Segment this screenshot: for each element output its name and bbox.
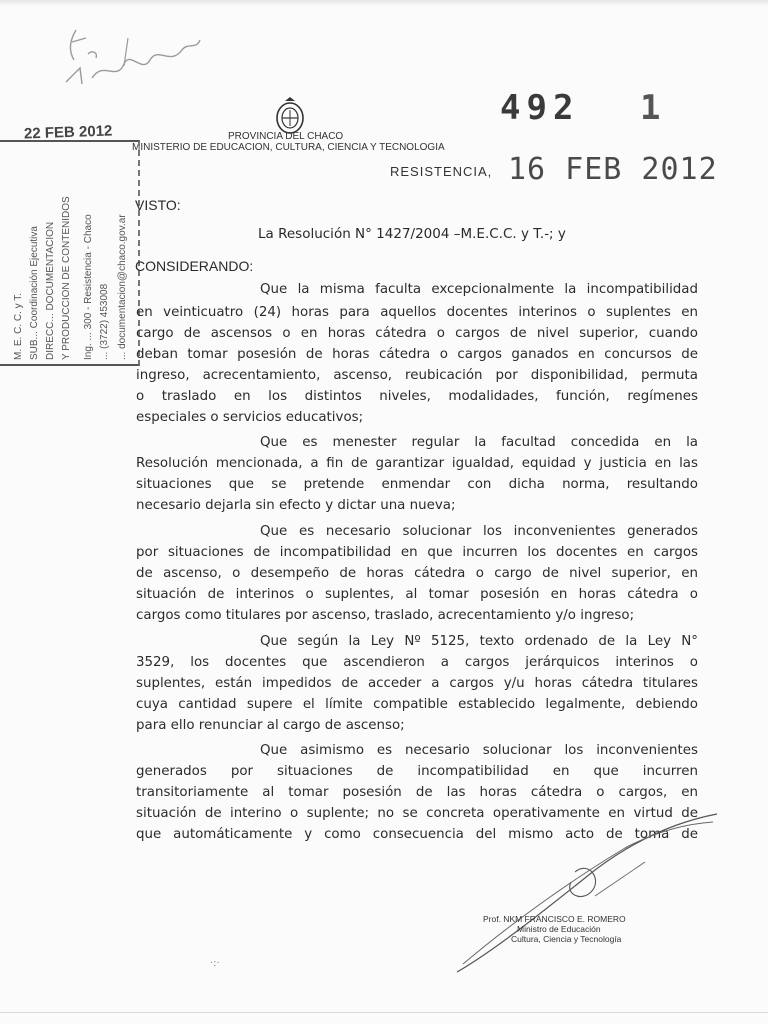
paragraph-2-line: Resolución mencionada, a fin de garantizar igualdad, equidad y justicia en las [136, 456, 698, 471]
paragraph-3-line: Que es necesario solucionar los inconvenientes generados [260, 524, 698, 539]
paragraph-1-line: deban tomar posesión de horas cátedra o cargos ganados en concursos de [136, 347, 698, 362]
stamp-line: Y PRODUCCION DE CONTENIDOS [61, 196, 72, 360]
paragraph-4-line: para ello renunciar al cargo de ascenso; [136, 718, 405, 733]
paragraph-2-line: situaciones que se pretende enmendar con dicha norma, resultando [136, 477, 698, 492]
paragraph-5-line: transitoriamente al tomar posesión de las horas cátedra o cargos, en [136, 785, 698, 800]
paragraph-1-line: cargo de ascensos o en horas cátedra o cargos de nivel superior, cuando [136, 326, 698, 341]
paragraph-2-line: necesario dejarla sin efecto y dictar una nueva; [136, 498, 456, 513]
stamp-line: DIRECC... DOCUMENTACION [45, 221, 56, 360]
documentation-stamp [0, 140, 140, 366]
header-province: PROVINCIA DEL CHACO [228, 131, 344, 142]
paragraph-5-line: generados por situaciones de incompatibilidad en que incurren [136, 764, 698, 779]
paragraph-1-line: ingreso, acrecentamiento, ascenso, reubicación por disponibilidad, permuta [136, 368, 698, 383]
resolution-reference: La Resolución N° 1427/2004 –M.E.C.C. y T.-; y [258, 226, 566, 242]
paragraph-5-line: Que asimismo es necesario solucionar los inconvenientes [260, 743, 698, 758]
stamp-line: SUB... Coordinación Ejecutiva [29, 226, 40, 360]
issue-date-stamp: 16 FEB 2012 [508, 152, 718, 187]
stamp-line: Ing. ... 300 - Resistencia - Chaco [83, 214, 94, 360]
paragraph-3-line: cargos como titulares por ascenso, traslado, acrecentamiento y/o ingreso; [136, 608, 635, 623]
place-label: RESISTENCIA, [390, 164, 493, 179]
stamp-line: ... (3722) 453008 [99, 283, 110, 360]
paragraph-4-line: cuya cantidad supere el límite compatible establecido legalmente, debiendo [136, 697, 698, 712]
paragraph-5-line: que automáticamente y como consecuencia del mismo acto de toma de [136, 827, 698, 842]
paragraph-3-line: de ascenso, o desempeño de horas cátedra o cargo de nivel superior, en [136, 566, 698, 581]
paragraph-1-line: Que la misma faculta excepcionalmente la incompatibilidad [260, 282, 698, 297]
paragraph-5-line: situación de interino o suplente; no se concreta operativamente en virtud de [136, 806, 698, 821]
handwritten-note [58, 20, 208, 100]
signatory-title: Ministro de Educación [517, 924, 601, 934]
signatory-name: Prof. NKM FRANCISCO E. ROMERO [483, 914, 626, 924]
considerando-heading: CONSIDERANDO: [135, 258, 254, 274]
paragraph-4-line: 3529, los docentes que ascendieron a cargos jerárquicos interinos o [136, 655, 698, 670]
signatory-title: Cultura, Ciencia y Tecnología [511, 934, 622, 944]
minister-signature-block [455, 800, 735, 980]
paragraph-4-line: suplentes, están impedidos de acceder a cargos y/u horas cátedra titulares [136, 676, 698, 691]
handwritten-signature [455, 800, 735, 980]
received-stamp-date: 22 FEB 2012 [23, 122, 113, 143]
visto-heading: VISTO: [135, 197, 181, 213]
paragraph-3-line: por situaciones de incompatibilidad en que incurren los docentes en cargos [136, 545, 698, 560]
paragraph-2-line: Que es menester regular la facultad concedida en la [260, 435, 698, 450]
scan-speck: ·:· [210, 958, 220, 969]
scan-edge-shadow [0, 0, 768, 6]
resolution-number: 492 [500, 88, 580, 128]
paragraph-3-line: situación de interinos o suplentes, al tomar posesión en horas cátedra o [136, 587, 698, 602]
paragraph-1-line: en veinticuatro (24) horas para aquellos docentes interinos o suplentes en [136, 305, 698, 320]
province-crest-icon [272, 96, 308, 136]
paragraph-4-line: Que según la Ley Nº 5125, texto ordenado de la Ley N° [260, 634, 698, 649]
page-bottom-rule [0, 1012, 768, 1013]
stamp-line: ... documentacion@chaco.gov.ar [117, 214, 128, 360]
header-ministry: MINISTERIO DE EDUCACION, CULTURA, CIENCIA Y TECNOLOGIA [132, 142, 445, 153]
paragraph-1-line: especiales o servicios educativos; [136, 410, 364, 425]
documentation-stamp-text [8, 150, 132, 360]
paragraph-1-line: o traslado en los distintos niveles, modalidades, función, regímenes [136, 389, 698, 404]
resolution-number-suffix: 1 [640, 88, 661, 128]
stamp-line: M. E. C. C. y T. [13, 292, 24, 360]
